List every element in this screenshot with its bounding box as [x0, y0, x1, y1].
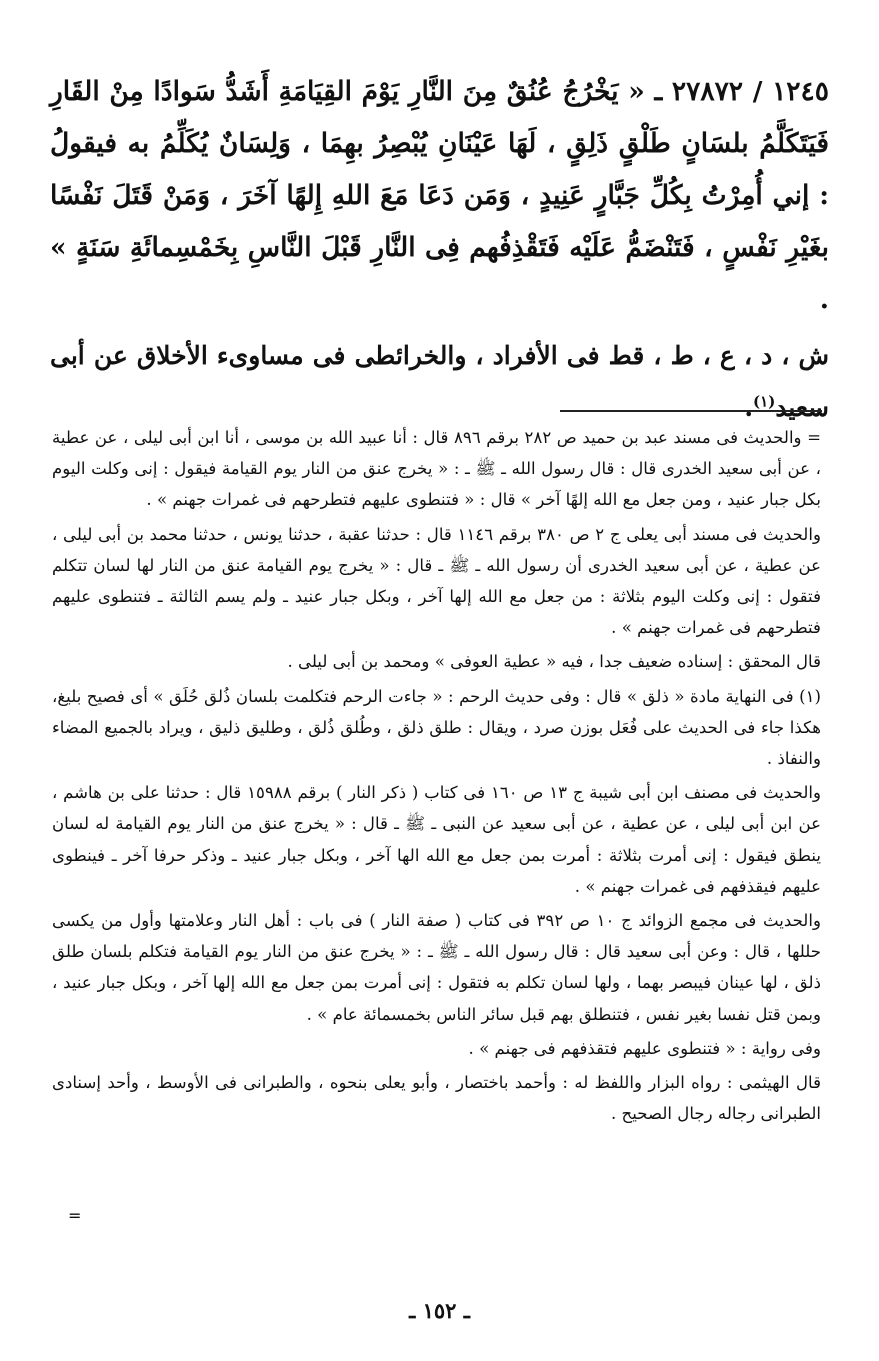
footnote-paragraph: والحديث فى مسند أبى يعلى ج ٢ ص ٣٨٠ برقم ١١٤٦ قال : حدثنا عقبة ، حدثنا يونس ، حدثنا محمد بن أبى ليلى ، عن عطية ، عن أبى سعيد الخدرى أن رسول الله ـ ﷺ ـ قال : « يخرج يوم القيامة عنق من النار لها لسان تتكلم فتقول : إنى وكلت اليوم بثلاثة : من جعل مع الله إلها آخر ، وبكل جبار عنيد ـ ولم يسم الثالثة ـ فتنطوى عليهم فتطرحهم فى غمرات جهنم » . [52, 524, 821, 638]
footnote-paragraph: = والحديث فى مسند عبد بن حميد ص ٢٨٢ برقم ٨٩٦ قال : أنا عبيد الله بن موسى ، أنا ابن أبى ليلى ، عن عطية ، عن أبى سعيد الخدرى قال : قال رسول الله ـ ﷺ ـ : « يخرج عنق من النار يوم القيامة فيقول : إنى وكلت اليوم بكل جبار عنيد ، ومن جعل مع الله إلهًا آخر » قال : « فتنطوى عليهم فتطرحهم فى غمرات جهنم » . [52, 428, 821, 510]
footnote-paragraph: (١) فى النهاية مادة « ذلق » قال : وفى حديث الرحم : « جاءت الرحم فتكلمت بلسان ذُلق حُلَق » أى فصيح بليغ، هكذا جاء فى الحديث على فُعَل بوزن صرد ، ويقال : طلق ذلق ، وطُلق ذُلق ، وطليق ذليق ، ويراد بالجميع المضاء والنفاذ . [52, 686, 821, 769]
footnote-separator [560, 410, 822, 412]
footnotes [52, 422, 821, 1129]
page-number: ـ ١٥٢ ـ [409, 1298, 470, 1323]
footnote-reference[interactable]: (١) [753, 392, 776, 411]
sources-text: ش ، د ، ع ، ط ، قط فى الأفراد ، والخرائطى فى مساوىء الأخلاق عن أبى سعيد [50, 341, 829, 422]
hadith-entry [50, 66, 829, 326]
continuation-mark: = [68, 1206, 82, 1225]
main-text [50, 66, 829, 434]
hadith-text: « يَخْرُجُ عُنُقٌ مِنَ النَّارِ يَوْمَ القِيَامَةِ أَشَدُّ سَوادًا مِنْ القَارِ فَيَتَكَلَّمُ بلسَانٍ طَلْقٍ ذَلِقٍ ، لَهَا عَيْنَانِ يُبْصِرُ بهِمَا ، وَلِسَانٌ يُكَلِّمُ به فيقولُ : إني أُمِرْتُ بِكُلِّ جَبَّارٍ عَنِيدٍ ، وَمَن دَعَا مَعَ اللهِ إِلهًا آخَرَ ، وَمَنْ قَتَلَ نَفْسًا بغَيْرِ نَفْسٍ ، فَتَنْضَمُّ عَلَيْه فَتَقْذِفُهم فِى النَّارِ قَبْلَ النَّاسِ بِخَمْسِمائَةِ سَنَةٍ » . [50, 76, 829, 315]
hadith-number: ١٢٤٥ / ٢٧٨٧٢ ـ [654, 76, 829, 107]
sources-end: . [744, 393, 754, 422]
footnote-paragraph: قال الهيثمى : رواه البزار واللفظ له : وأحمد باختصار ، وأبو يعلى بنحوه ، والطبرانى فى الأوسط ، وأحد إسنادى الطبرانى رجاله رجال الصحيح . [52, 1073, 821, 1124]
footnote-paragraph: والحديث فى مصنف ابن أبى شيبة ج ١٣ ص ١٦٠ فى كتاب ( ذكر النار ) برقم ١٥٩٨٨ قال : حدثنا على بن هاشم ، عن ابن أبى ليلى ، عن عطية ، عن أبى سعيد عن النبى ـ ﷺ ـ قال : « يخرج عنق من النار يوم القيامة له لسان ينطق فيقول : إنى أمرت بثلاثة : أمرت بمن جعل مع الله الها آخر ، وبكل جبار عنيد ـ وذكر حرفا آخر ـ فينطوى عليهم فيقذفهم فى غمرات جهنم » . [52, 783, 822, 896]
footnote-paragraph: وفى رواية : « فتنطوى عليهم فتقذفهم فى جهنم » . [468, 1038, 821, 1058]
footnote-paragraph: قال المحقق : إسناده ضعيف جدا ، فيه « عطية العوفى » ومحمد بن أبى ليلى . [287, 652, 821, 672]
hadith-sources [50, 330, 829, 434]
footnote-paragraph: والحديث فى مجمع الزوائد ج ١٠ ص ٣٩٢ فى كتاب ( صفة النار ) فى باب : أهل النار وعلامتها وأول من يكسى حللها ، قال : وعن أبى سعيد قال : قال رسول الله ـ ﷺ ـ : « يخرج عنق من النار يوم القيامة فتكلم بلسان طلق ذلق ، لها عينان فيبصر بهما ، ولها لسان تكلم به فتقول : إنى أمرت بمن جعل مع الله إلها آخر ، وبكل جبار عنيد ، وبمن قتل نفسا بغير نفس ، فتنطلق بهم قبل سائر الناس بخمسمائة عام » . [52, 911, 821, 1024]
